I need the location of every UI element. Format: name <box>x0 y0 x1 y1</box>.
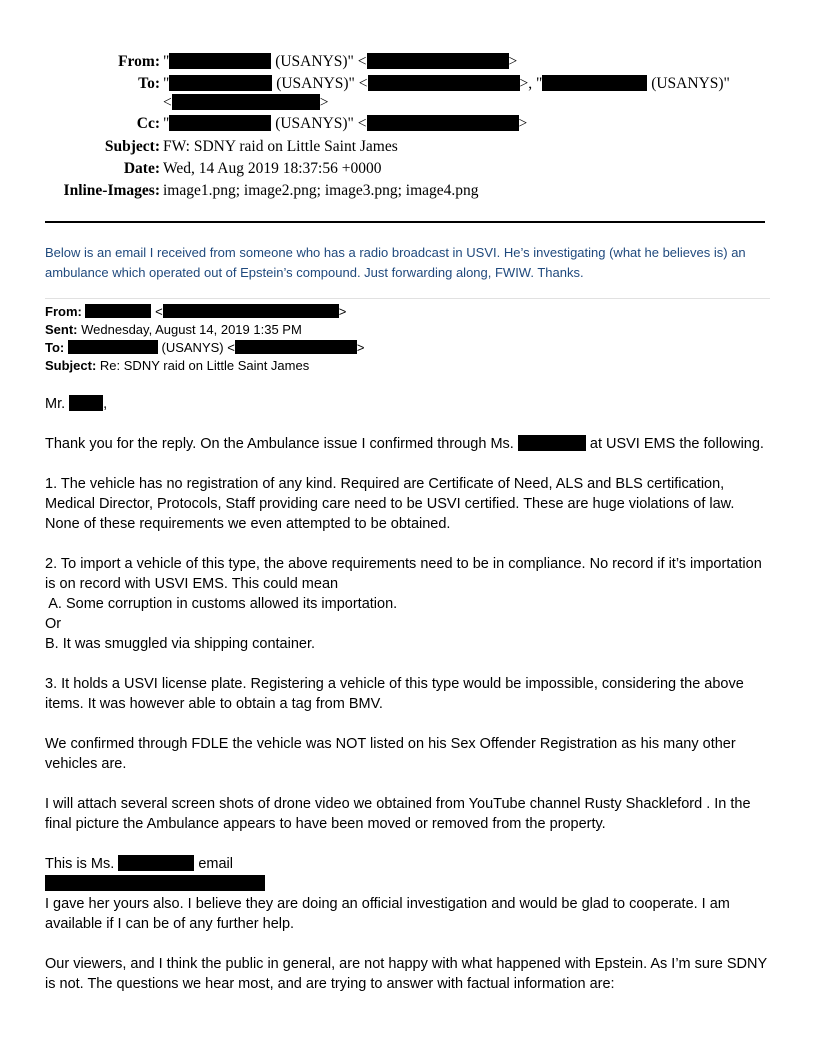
forwarding-note: Below is an email I received from someone who has a radio broadcast in USVI. He’s investigating (what he believes is) an ambulance which operated out of Epstein’s compound. Just forwarding along, FWIW. Thanks. <box>45 245 746 280</box>
redaction-block <box>367 115 519 131</box>
redaction-block <box>542 75 647 91</box>
subject-value: FW: SDNY raid on Little Saint James <box>163 138 398 155</box>
redaction-block <box>367 53 509 69</box>
redaction-block <box>518 435 586 451</box>
paragraph-7 <box>45 854 773 874</box>
redaction-block <box>235 340 357 354</box>
cc-label: Cc: <box>136 115 160 132</box>
redaction-block <box>69 395 103 411</box>
bracket: > <box>356 340 365 355</box>
from-label: From: <box>118 53 160 70</box>
fwd-to-label: To: <box>45 340 65 355</box>
quote: " <box>163 53 170 70</box>
redaction-block <box>172 94 320 110</box>
date-value: Wed, 14 Aug 2019 18:37:56 +0000 <box>163 160 382 177</box>
quote: " <box>163 115 170 132</box>
bracket: > <box>319 94 329 111</box>
to-org: (USANYS)" < <box>276 75 368 92</box>
bracket: < <box>155 304 163 319</box>
paragraph-1-end: at USVI EMS the following. <box>589 436 764 452</box>
bracket: > <box>508 53 518 70</box>
salutation-text: Mr. <box>45 396 66 412</box>
forwarded-header <box>45 303 364 375</box>
from-org: (USANYS)" < <box>275 53 367 70</box>
header-divider <box>45 221 765 223</box>
paragraph-3a: 2. To import a vehicle of this type, the above requirements need to be in compliance. No record if it’s importation is on record with USVI EMS. This could mean <box>45 556 762 592</box>
redaction-block <box>118 855 194 871</box>
email-body <box>45 394 773 1014</box>
redaction-block <box>85 304 151 318</box>
paragraph-3d: B. It was smuggled via shipping container. <box>45 636 316 652</box>
to-org-2: (USANYS)" <box>651 75 730 92</box>
fwd-sent-row <box>45 321 364 339</box>
paragraph-6: I will attach several screen shots of drone video we obtained from YouTube channel Rusty Shackleford . In the final picture the Ambulance appears to have been moved or removed from the property. <box>45 796 751 832</box>
fwd-subject-value: Re: SDNY raid on Little Saint James <box>99 358 310 373</box>
paragraph-4: 3. It holds a USVI license plate. Registering a vehicle of this type would be impossible, considering the above items. It was however able to obtain a tag from BMV. <box>45 676 744 712</box>
paragraph-5: We confirmed through FDLE the vehicle was NOT listed on his Sex Offender Registration as his many other vehicles are. <box>45 736 736 772</box>
paragraph-2: 1. The vehicle has no registration of any kind. Required are Certificate of Need, ALS and BLS certification, Medical Director, Protocols, Staff providing care need to be USVI certified. These are huge violations of law. None of these requirements we even attempted to be obtained. <box>45 476 735 532</box>
paragraph-9: Our viewers, and I think the public in general, are not happy with what happened with Epstein. As I’m sure SDNY is not. The questions we hear most, and are trying to answer with factual information are: <box>45 956 767 992</box>
paragraph-7-start: This is Ms. <box>45 856 115 872</box>
fwd-to-row <box>45 339 364 357</box>
fwd-subject-row <box>45 357 364 375</box>
paragraph-7-end: email <box>198 856 233 872</box>
inline-images-label: Inline-Images: <box>63 182 160 199</box>
bracket: < <box>163 94 172 111</box>
inline-images-value: image1.png; image2.png; image3.png; image4.png <box>163 182 479 199</box>
redaction-block <box>169 115 271 131</box>
to-value-2 <box>163 94 329 112</box>
to-value <box>163 75 730 93</box>
forward-divider <box>45 298 770 299</box>
redaction-block <box>368 75 520 91</box>
redaction-block <box>45 875 265 891</box>
redacted-email-line <box>45 874 773 894</box>
bracket: > <box>518 115 528 132</box>
redaction-block <box>68 340 158 354</box>
to-separator: >, " <box>519 75 543 92</box>
cc-org: (USANYS)" < <box>275 115 367 132</box>
fwd-sent-label: Sent: <box>45 322 78 337</box>
fwd-to-org: (USANYS) < <box>161 340 235 355</box>
fwd-from-label: From: <box>45 304 82 319</box>
date-label: Date: <box>123 160 160 177</box>
fwd-sent-value: Wednesday, August 14, 2019 1:35 PM <box>81 322 302 337</box>
from-value <box>163 53 517 71</box>
paragraph-1-start: Thank you for the reply. On the Ambulance issue I confirmed through Ms. <box>45 436 514 452</box>
salutation <box>45 394 773 414</box>
redaction-block <box>169 53 271 69</box>
redaction-block <box>169 75 272 91</box>
fwd-subject-label: Subject: <box>45 358 97 373</box>
fwd-from-row <box>45 303 364 321</box>
paragraph-1 <box>45 434 773 454</box>
subject-label: Subject: <box>104 138 160 155</box>
cc-value <box>163 115 527 133</box>
to-label: To: <box>138 75 160 92</box>
redaction-block <box>163 304 339 318</box>
paragraph-8: I gave her yours also. I believe they are doing an official investigation and would be glad to cooperate. I am available if I can be of any further help. <box>45 896 730 932</box>
quote: " <box>163 75 170 92</box>
salutation-comma: , <box>103 396 108 412</box>
paragraph-3c: Or <box>45 616 62 632</box>
bracket: > <box>338 304 347 319</box>
paragraph-3b: A. Some corruption in customs allowed its importation. <box>45 596 398 612</box>
